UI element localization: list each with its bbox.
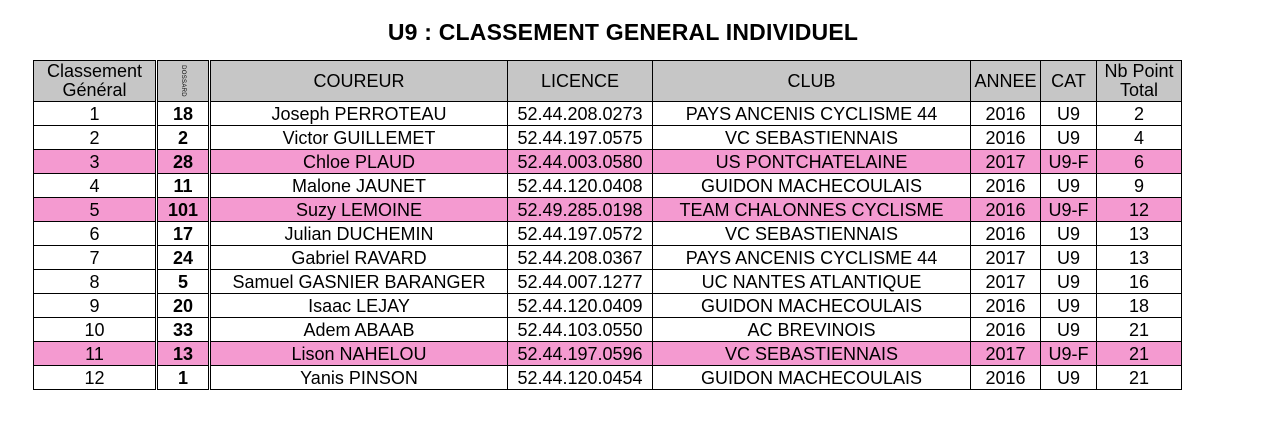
cell-cat: U9	[1041, 270, 1097, 294]
header-bib-label: DOSSARD	[180, 65, 186, 97]
cell-cat: U9	[1041, 174, 1097, 198]
header-rank-line1: Classement	[46, 61, 143, 81]
cell-licence: 52.44.007.1277	[508, 270, 653, 294]
cell-points: 6	[1097, 150, 1182, 174]
cell-club: GUIDON MACHECOULAIS	[653, 294, 971, 318]
cell-bib: 28	[157, 150, 210, 174]
cell-points: 9	[1097, 174, 1182, 198]
cell-bib: 33	[157, 318, 210, 342]
table-row	[34, 294, 1182, 318]
table-row	[34, 150, 1182, 174]
cell-cat: U9	[1041, 318, 1097, 342]
cell-rider: Suzy LEMOINE	[210, 198, 508, 222]
header-rider: COUREUR	[210, 61, 508, 102]
header-points-line1: Nb Point	[1104, 61, 1174, 81]
cell-year: 2016	[971, 318, 1041, 342]
cell-cat: U9	[1041, 246, 1097, 270]
cell-bib: 5	[157, 270, 210, 294]
header-licence: LICENCE	[508, 61, 653, 102]
cell-rider: Julian DUCHEMIN	[210, 222, 508, 246]
cell-year: 2016	[971, 126, 1041, 150]
cell-points: 13	[1097, 222, 1182, 246]
cell-rider: Gabriel RAVARD	[210, 246, 508, 270]
cell-rank: 2	[34, 126, 157, 150]
header-bib	[157, 61, 210, 102]
cell-cat: U9	[1041, 126, 1097, 150]
cell-licence: 52.44.208.0367	[508, 246, 653, 270]
header-points	[1097, 61, 1182, 102]
cell-rank: 10	[34, 318, 157, 342]
cell-club: VC SEBASTIENNAIS	[653, 342, 971, 366]
cell-club: TEAM CHALONNES CYCLISME	[653, 198, 971, 222]
header-cat: CAT	[1041, 61, 1097, 102]
cell-year: 2016	[971, 102, 1041, 126]
header-row	[34, 61, 1182, 102]
header-rank-line2: Général	[62, 80, 127, 100]
header-points-line2: Total	[1119, 80, 1159, 100]
cell-licence: 52.44.003.0580	[508, 150, 653, 174]
cell-year: 2016	[971, 198, 1041, 222]
cell-points: 16	[1097, 270, 1182, 294]
cell-rider: Samuel GASNIER BARANGER	[210, 270, 508, 294]
cell-points: 18	[1097, 294, 1182, 318]
cell-club: VC SEBASTIENNAIS	[653, 126, 971, 150]
cell-year: 2017	[971, 342, 1041, 366]
header-year: ANNEE	[971, 61, 1041, 102]
cell-year: 2017	[971, 246, 1041, 270]
cell-licence: 52.44.120.0409	[508, 294, 653, 318]
cell-rank: 5	[34, 198, 157, 222]
cell-rank: 6	[34, 222, 157, 246]
cell-cat: U9-F	[1041, 198, 1097, 222]
table-row	[34, 366, 1182, 390]
table-row	[34, 342, 1182, 366]
cell-club: UC NANTES ATLANTIQUE	[653, 270, 971, 294]
header-club: CLUB	[653, 61, 971, 102]
cell-year: 2016	[971, 294, 1041, 318]
cell-licence: 52.44.197.0575	[508, 126, 653, 150]
cell-bib: 24	[157, 246, 210, 270]
cell-rider: Lison NAHELOU	[210, 342, 508, 366]
cell-bib: 18	[157, 102, 210, 126]
table-row	[34, 270, 1182, 294]
cell-licence: 52.44.208.0273	[508, 102, 653, 126]
cell-licence: 52.44.103.0550	[508, 318, 653, 342]
cell-rank: 8	[34, 270, 157, 294]
cell-points: 21	[1097, 318, 1182, 342]
cell-club: GUIDON MACHECOULAIS	[653, 174, 971, 198]
cell-year: 2017	[971, 150, 1041, 174]
cell-year: 2016	[971, 366, 1041, 390]
cell-bib: 101	[157, 198, 210, 222]
cell-cat: U9	[1041, 102, 1097, 126]
cell-rank: 1	[34, 102, 157, 126]
cell-bib: 1	[157, 366, 210, 390]
cell-year: 2016	[971, 222, 1041, 246]
table-row	[34, 246, 1182, 270]
cell-cat: U9	[1041, 222, 1097, 246]
cell-points: 21	[1097, 342, 1182, 366]
cell-rider: Joseph PERROTEAU	[210, 102, 508, 126]
cell-rank: 4	[34, 174, 157, 198]
cell-year: 2016	[971, 174, 1041, 198]
cell-bib: 20	[157, 294, 210, 318]
cell-rank: 11	[34, 342, 157, 366]
cell-points: 2	[1097, 102, 1182, 126]
page-title: U9 : CLASSEMENT GENERAL INDIVIDUEL	[387, 19, 859, 45]
cell-cat: U9	[1041, 294, 1097, 318]
cell-bib: 17	[157, 222, 210, 246]
cell-club: GUIDON MACHECOULAIS	[653, 366, 971, 390]
cell-club: US PONTCHATELAINE	[653, 150, 971, 174]
cell-cat: U9-F	[1041, 342, 1097, 366]
cell-cat: U9	[1041, 366, 1097, 390]
cell-rider: Yanis PINSON	[210, 366, 508, 390]
cell-points: 12	[1097, 198, 1182, 222]
cell-rider: Chloe PLAUD	[210, 150, 508, 174]
cell-club: VC SEBASTIENNAIS	[653, 222, 971, 246]
cell-bib: 11	[157, 174, 210, 198]
header-rank	[34, 61, 157, 102]
table-row	[34, 318, 1182, 342]
cell-rank: 3	[34, 150, 157, 174]
cell-club: PAYS ANCENIS CYCLISME 44	[653, 102, 971, 126]
cell-rider: Adem ABAAB	[210, 318, 508, 342]
cell-licence: 52.44.197.0596	[508, 342, 653, 366]
cell-licence: 52.44.197.0572	[508, 222, 653, 246]
table-row	[34, 222, 1182, 246]
cell-rank: 12	[34, 366, 157, 390]
cell-year: 2017	[971, 270, 1041, 294]
cell-points: 21	[1097, 366, 1182, 390]
table-row	[34, 198, 1182, 222]
cell-club: PAYS ANCENIS CYCLISME 44	[653, 246, 971, 270]
cell-rank: 9	[34, 294, 157, 318]
cell-licence: 52.49.285.0198	[508, 198, 653, 222]
cell-licence: 52.44.120.0408	[508, 174, 653, 198]
results-table	[33, 60, 1182, 390]
cell-rank: 7	[34, 246, 157, 270]
cell-licence: 52.44.120.0454	[508, 366, 653, 390]
cell-rider: Malone JAUNET	[210, 174, 508, 198]
cell-rider: Victor GUILLEMET	[210, 126, 508, 150]
cell-points: 4	[1097, 126, 1182, 150]
cell-points: 13	[1097, 246, 1182, 270]
cell-rider: Isaac LEJAY	[210, 294, 508, 318]
table-row	[34, 102, 1182, 126]
table-row	[34, 174, 1182, 198]
cell-bib: 2	[157, 126, 210, 150]
table-row	[34, 126, 1182, 150]
cell-bib: 13	[157, 342, 210, 366]
cell-club: AC BREVINOIS	[653, 318, 971, 342]
cell-cat: U9-F	[1041, 150, 1097, 174]
